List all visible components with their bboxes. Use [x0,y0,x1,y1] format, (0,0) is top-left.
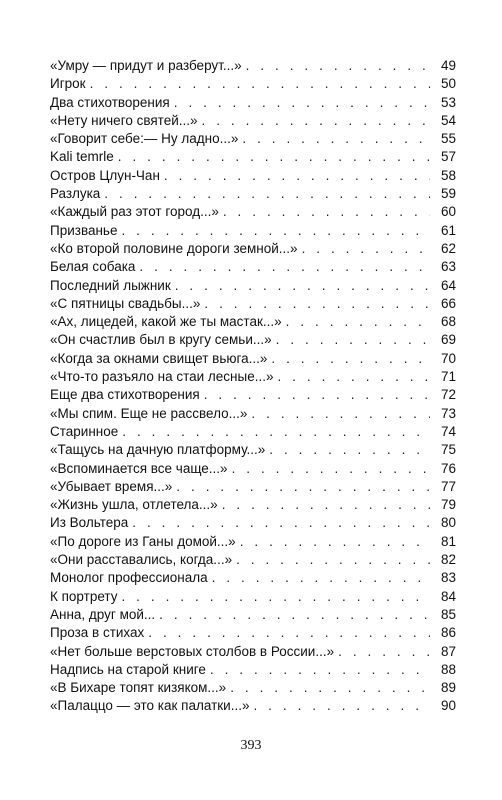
dot-leader [122,423,430,441]
dot-leader [246,57,430,75]
toc-entry-title: «Каждый раз этот город...» [50,204,219,220]
toc-entry-page: 74 [440,423,456,439]
toc-entry [50,313,456,331]
toc-entry [50,460,456,478]
toc-entry-title: «Нет больше верстовых столбов в России...» [50,643,335,659]
toc-entry-page: 59 [440,186,456,202]
page-number: 393 [240,738,262,753]
toc-entry-page: 49 [440,58,456,73]
dot-leader [236,551,430,569]
dot-leader [338,643,430,661]
toc-entry-page: 55 [440,131,456,147]
toc-entry [50,295,456,313]
dot-leader [164,167,430,185]
toc-entry-page: 77 [440,478,456,494]
toc-entry [50,606,456,624]
dot-leader [269,441,430,459]
dot-leader [240,533,430,551]
dot-leader [118,148,430,166]
toc-entry-title: Призванье [50,222,118,238]
dot-leader [121,222,430,240]
dot-leader [175,277,430,295]
toc-entry-page: 87 [440,643,456,659]
toc-entry-title: «Убывает время...» [50,478,173,494]
toc-entry-page: 85 [440,606,456,622]
toc-entry-title: «Он счастлив был в кругу семьи...» [50,332,272,348]
toc-entry-title: «Ко второй половине дороги земной...» [50,240,298,256]
toc-entry-page: 82 [440,552,456,568]
toc-entry-title: К портрету [50,588,118,604]
toc-entry-page: 88 [440,661,456,677]
toc-entry-title: Еще два стихотворения [50,387,200,403]
toc-entry-title: Игрок [50,76,86,92]
dot-leader [176,478,430,496]
toc-entry [50,643,456,661]
toc-entry [50,258,456,276]
dot-leader [251,405,430,423]
toc-entry-title: «Нету ничего святей...» [50,112,198,128]
toc-entry-title: «Они расставались, когда...» [50,552,233,568]
dot-leader [277,368,430,386]
toc-entry-page: 69 [440,332,456,348]
toc-entry-page: 84 [440,588,456,604]
toc-entry-title: «Ах, лицедей, какой же ты мастак...» [50,314,282,330]
toc-entry-page: 54 [440,112,456,128]
toc-entry-title: Надпись на старой книге [50,661,206,677]
toc-entry-page: 57 [440,149,456,165]
toc-entry-title: «Вспоминается все чаще...» [50,460,228,476]
dot-leader [204,295,430,313]
toc-entry-title: Из Вольтера [50,515,129,531]
toc-entry-title: «Мы спим. Еще не рассвело...» [50,405,248,421]
toc-entry-title: «Говорит себе:— Ну ладно...» [50,131,239,147]
dot-leader [159,606,430,624]
toc-entry [50,533,456,551]
toc-entry [50,661,456,679]
toc-entry-page: 75 [440,442,456,458]
toc-entry-page: 76 [440,460,456,476]
toc-entry-title: «По дороге из Ганы домой...» [50,533,236,549]
toc-entry [50,167,456,185]
dot-leader [121,588,430,606]
toc-entry-title: «Жизнь ушла, отлетела...» [50,497,218,513]
toc-entry-title: «Когда за окнами свищет вьюга...» [50,350,268,366]
toc-entry [50,551,456,569]
toc-entry [50,514,456,532]
toc-entry [50,277,456,295]
dot-leader [202,112,431,130]
toc-entry-page: 58 [440,167,456,183]
toc-entry [50,386,456,404]
toc-entry [50,697,456,715]
toc-entry-page: 61 [440,222,456,238]
toc-entry-page: 64 [440,277,456,293]
dot-leader [230,679,430,697]
toc-entry [50,478,456,496]
toc-entry-page: 72 [440,387,456,403]
toc-entry [50,350,456,368]
dot-leader [222,496,430,514]
toc-entry [50,569,456,587]
toc-entry [50,405,456,423]
toc-entry-title: Проза в стихах [50,625,145,641]
toc-entry-title: «Палаццо — это как палатки...» [50,698,250,714]
toc-entry [50,130,456,148]
dot-leader [132,514,430,532]
toc-entry-page: 68 [440,314,456,330]
table-of-contents [50,57,456,716]
dot-leader [276,331,430,349]
toc-entry-title: Остров Цлун-Чан [50,167,160,183]
dot-leader [210,661,430,679]
toc-entry [50,75,456,93]
toc-entry [50,441,456,459]
toc-entry-page: 79 [440,497,456,513]
toc-entry-page: 86 [440,625,456,641]
toc-entry-title: Старинное [50,423,119,439]
dot-leader [232,460,430,478]
toc-entry [50,203,456,221]
toc-entry-page: 73 [440,405,456,421]
toc-entry-title: Два стихотворения [50,94,170,110]
toc-entry-title: «С пятницы свадьбы...» [50,295,201,311]
toc-entry [50,679,456,697]
toc-entry-page: 90 [440,698,456,714]
toc-entry [50,112,456,130]
toc-entry-title: Белая собака [50,259,136,275]
dot-leader [139,258,430,276]
dot-leader [204,386,430,404]
dot-leader [174,94,430,112]
toc-entry-page: 83 [440,570,456,586]
toc-entry-title: «Тащусь на дачную платформу...» [50,442,266,458]
toc-entry [50,94,456,112]
toc-entry [50,148,456,166]
toc-entry-page: 89 [440,680,456,696]
toc-entry [50,423,456,441]
toc-entry [50,240,456,258]
toc-entry-page: 62 [440,240,456,256]
dot-leader [90,75,430,93]
toc-entry-title: Разлука [50,186,101,202]
toc-entry [50,57,456,75]
toc-entry [50,368,456,386]
toc-entry-title: Последний лыжник [50,277,171,293]
toc-entry-page: 53 [440,94,456,110]
dot-leader [104,185,430,203]
toc-entry [50,496,456,514]
dot-leader [212,569,430,587]
toc-entry [50,331,456,349]
toc-entry [50,185,456,203]
dot-leader [242,130,430,148]
toc-entry-page: 50 [440,76,456,92]
toc-entry-title: «Умру — придут и разберут...» [50,58,242,73]
toc-entry [50,624,456,642]
toc-entry-page: 60 [440,204,456,220]
toc-entry [50,588,456,606]
dot-leader [271,350,430,368]
toc-entry-title: «В Бихаре топят кизяком...» [50,680,227,696]
dot-leader [302,240,430,258]
dot-leader [253,697,430,715]
toc-entry-page: 71 [440,369,456,385]
toc-entry-title: Kali temrle [50,149,114,165]
dot-leader [223,203,430,221]
toc-entry-title: «Что-то разъяло на стаи лесные...» [50,369,274,385]
toc-entry-page: 70 [440,350,456,366]
toc-entry-title: Монолог профессионала [50,570,208,586]
toc-entry-page: 63 [440,259,456,275]
toc-entry [50,222,456,240]
dot-leader [148,624,430,642]
toc-entry-page: 80 [440,515,456,531]
toc-entry-page: 66 [440,295,456,311]
toc-entry-title: Анна, друг мой... [50,606,156,622]
dot-leader [286,313,430,331]
toc-entry-page: 81 [440,533,456,549]
